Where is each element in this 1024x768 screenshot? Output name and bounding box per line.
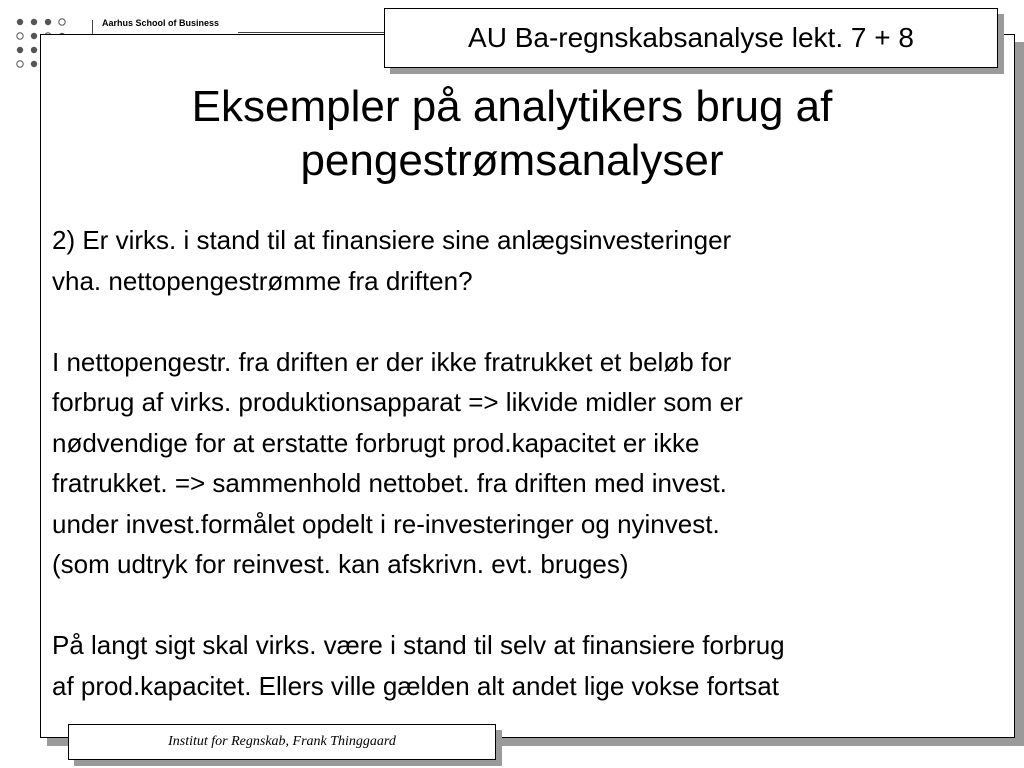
explanation-line: nødvendige for at erstatte forbrugt prod.kapacitet er ikke [52, 427, 700, 458]
slide-title-line2: pengestrømsanalyser [300, 136, 724, 185]
question-paragraph [52, 220, 1012, 301]
explanation-paragraph [52, 342, 1012, 585]
slide-title-line1: Eksempler på analytikers brug af [191, 82, 833, 131]
footer-credit: Institut for Regnskab, Frank Thinggaard [68, 724, 496, 760]
school-name-english: Aarhus School of Business [102, 18, 220, 28]
question-line1: 2) Er virks. i stand til at finansiere sine anlægsinvesteringer [52, 225, 732, 255]
explanation-line: under invest.formålet opdelt i re-investeringer og nyinvest. [52, 508, 720, 539]
explanation-line: (som udtryk for reinvest. kan afskrivn. evt. bruges) [52, 549, 629, 579]
question-line2: vha. nettopengestrømme fra driften? [52, 265, 473, 296]
conclusion-line: På langt sigt skal virks. være i stand til selv at finansiere forbrug [52, 630, 785, 660]
slide-body [52, 220, 1012, 706]
explanation-line: fratrukket. => sammenhold nettobet. fra driften med invest. [52, 468, 727, 498]
explanation-line: I nettopengestr. fra driften er der ikke fratrukket et beløb for [52, 346, 732, 377]
course-title-box: AU Ba-regnskabsanalyse lekt. 7 + 8 [384, 8, 998, 68]
slide-title [40, 80, 984, 188]
explanation-line: forbrug af virks. produktionsapparat => likvide midler som er [52, 387, 743, 417]
header-rule [238, 32, 388, 33]
conclusion-line: af prod.kapacitet. Ellers ville gælden alt andet lige vokse fortsat [52, 670, 779, 701]
conclusion-paragraph [52, 625, 1012, 706]
